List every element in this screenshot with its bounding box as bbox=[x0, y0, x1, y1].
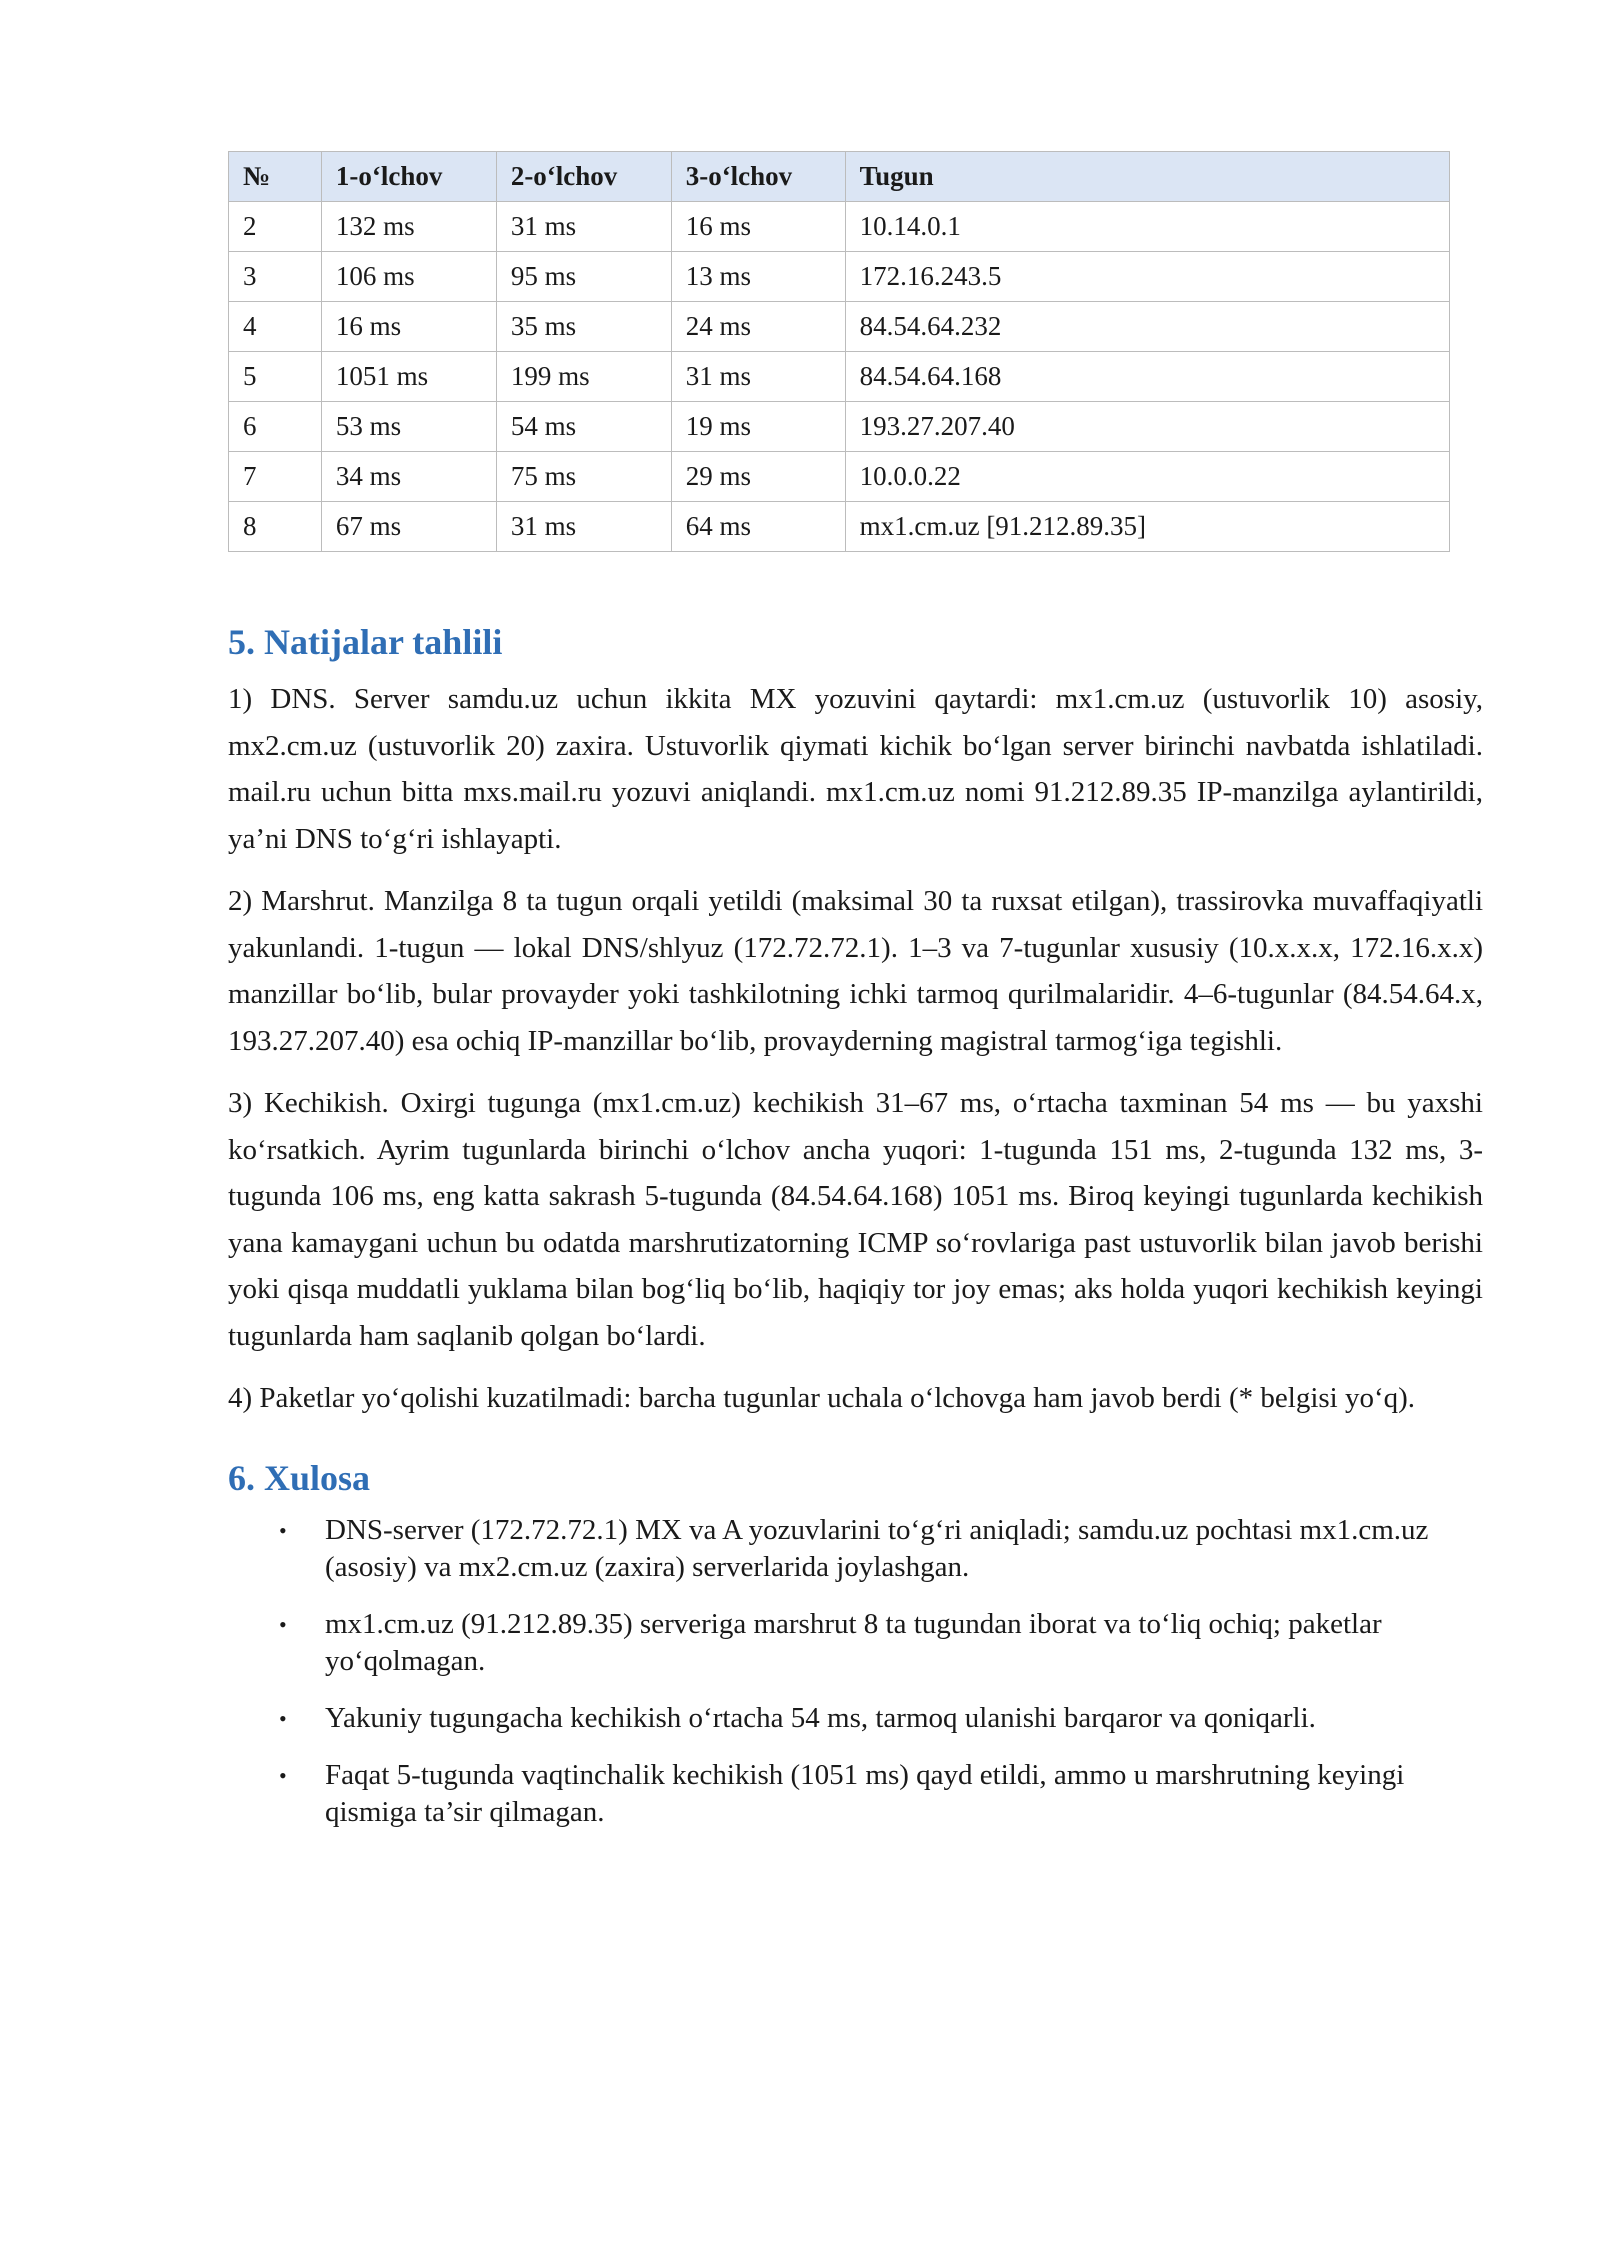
cell-measure-3: 31 ms bbox=[671, 352, 845, 402]
cell-hop-number: 7 bbox=[229, 452, 322, 502]
cell-measure-2: 199 ms bbox=[496, 352, 671, 402]
analysis-paragraph-dns: 1) DNS. Server samdu.uz uchun ikkita MX yozuvini qaytardi: mx1.cm.uz (ustuvorlik 10) asosiy, mx2.cm.uz (ustuvorlik 20) zaxira. Ustuvorlik qiymati kichik bo‘lgan server birinchi navbatda ishlatiladi. mail.ru uchun bitta mxs.mail.ru yozuvi aniqlandi. mx1.cm.uz nomi 91.212.89.35 IP-manzilga aylantirildi, ya’ni DNS to‘g‘ri ishlayapti. bbox=[228, 683, 1483, 855]
table-row bbox=[229, 352, 1450, 402]
cell-measure-1: 132 ms bbox=[321, 202, 496, 252]
list-item bbox=[228, 1606, 1483, 1680]
list-item bbox=[228, 1700, 1483, 1737]
column-header-number: № bbox=[229, 152, 322, 202]
cell-measure-2: 35 ms bbox=[496, 302, 671, 352]
cell-measure-3: 13 ms bbox=[671, 252, 845, 302]
cell-hop-number: 5 bbox=[229, 352, 322, 402]
cell-measure-1: 106 ms bbox=[321, 252, 496, 302]
cell-hop-number: 4 bbox=[229, 302, 322, 352]
list-item-text: Yakuniy tugungacha kechikish o‘rtacha 54 ms, tarmoq ulanishi barqaror va qoniqarli. bbox=[325, 1701, 1316, 1734]
cell-measure-1: 67 ms bbox=[321, 502, 496, 552]
cell-measure-3: 64 ms bbox=[671, 502, 845, 552]
bullet-icon: • bbox=[279, 1611, 287, 1637]
cell-hop-number: 2 bbox=[229, 202, 322, 252]
cell-node: 10.14.0.1 bbox=[845, 202, 1449, 252]
cell-hop-number: 3 bbox=[229, 252, 322, 302]
bullet-icon: • bbox=[279, 1705, 287, 1731]
conclusion-heading: 6. Xulosa bbox=[228, 1457, 371, 1498]
document-page bbox=[228, 151, 1483, 1851]
cell-measure-2: 75 ms bbox=[496, 452, 671, 502]
cell-measure-3: 24 ms bbox=[671, 302, 845, 352]
analysis-paragraph-latency: 3) Kechikish. Oxirgi tugunga (mx1.cm.uz) kechikish 31–67 ms, o‘rtacha taxminan 54 ms — bu yaxshi ko‘rsatkich. Ayrim tugunlarda birinchi o‘lchov ancha yuqori: 1-tugunda 151 ms, 2-tugunda 132 ms, 3-tugunda 106 ms, eng katta sakrash 5-tugunda (84.54.64.168) 1051 ms. Biroq keyingi tugunlarda kechikish yana kamaygani uchun bu odatda marshrutizatorning ICMP so‘rovlariga past ustuvorlik bilan javob berishi yoki qisqa muddatli yuklama bilan bog‘liq bo‘lib, haqiqiy tor joy emas; aks holda yuqori kechikish keyingi tugunlarda ham saqlanib qolgan bo‘lardi. bbox=[228, 1087, 1483, 1352]
cell-node: 10.0.0.22 bbox=[845, 452, 1449, 502]
bullet-icon: • bbox=[279, 1762, 287, 1788]
table-row bbox=[229, 302, 1450, 352]
table-row bbox=[229, 502, 1450, 552]
cell-node: 172.16.243.5 bbox=[845, 252, 1449, 302]
table-row bbox=[229, 202, 1450, 252]
list-item-text: mx1.cm.uz (91.212.89.35) serveriga marshrut 8 ta tugundan iborat va to‘liq ochiq; paketlar yo‘qolmagan. bbox=[325, 1607, 1382, 1677]
column-header-node: Tugun bbox=[845, 152, 1449, 202]
cell-measure-2: 31 ms bbox=[496, 202, 671, 252]
cell-measure-1: 34 ms bbox=[321, 452, 496, 502]
conclusion-list bbox=[228, 1512, 1483, 1831]
column-header-measure-2: 2-o‘lchov bbox=[496, 152, 671, 202]
table-row bbox=[229, 252, 1450, 302]
column-header-measure-3: 3-o‘lchov bbox=[671, 152, 845, 202]
traceroute-table bbox=[228, 151, 1450, 552]
table-header-row bbox=[229, 152, 1450, 202]
list-item bbox=[228, 1512, 1483, 1586]
cell-node: 84.54.64.232 bbox=[845, 302, 1449, 352]
cell-measure-1: 53 ms bbox=[321, 402, 496, 452]
cell-measure-1: 16 ms bbox=[321, 302, 496, 352]
table-row bbox=[229, 452, 1450, 502]
cell-measure-2: 31 ms bbox=[496, 502, 671, 552]
analysis-paragraph-packet-loss: 4) Paketlar yo‘qolishi kuzatilmadi: barcha tugunlar uchala o‘lchovga ham javob berdi (* belgisi yo‘q). bbox=[228, 1382, 1416, 1414]
bullet-icon: • bbox=[279, 1517, 287, 1543]
analysis-paragraph-route: 2) Marshrut. Manzilga 8 ta tugun orqali yetildi (maksimal 30 ta ruxsat etilgan), trassirovka muvaffaqiyatli yakunlandi. 1-tugun — lokal DNS/shlyuz (172.72.72.1). 1–3 va 7-tugunlar xususiy (10.x.x.x, 172.16.x.x) manzillar bo‘lib, bular provayder yoki tashkilotning ichki tarmoq qurilmalaridir. 4–6-tugunlar (84.54.64.x, 193.27.207.40) esa ochiq IP-manzillar bo‘lib, provayderning magistral tarmog‘iga tegishli. bbox=[228, 885, 1483, 1057]
cell-measure-3: 19 ms bbox=[671, 402, 845, 452]
cell-hop-number: 6 bbox=[229, 402, 322, 452]
cell-measure-2: 95 ms bbox=[496, 252, 671, 302]
list-item-text: Faqat 5-tugunda vaqtinchalik kechikish (1051 ms) qayd etildi, ammo u marshrutning keyingi qismiga ta’sir qilmagan. bbox=[325, 1758, 1405, 1828]
cell-node: mx1.cm.uz [91.212.89.35] bbox=[845, 502, 1449, 552]
list-item-text: DNS-server (172.72.72.1) MX va A yozuvlarini to‘g‘ri aniqladi; samdu.uz pochtasi mx1.cm.uz (asosiy) va mx2.cm.uz (zaxira) serverlarida joylashgan. bbox=[325, 1513, 1429, 1583]
cell-node: 193.27.207.40 bbox=[845, 402, 1449, 452]
list-item bbox=[228, 1757, 1483, 1831]
cell-measure-2: 54 ms bbox=[496, 402, 671, 452]
cell-measure-3: 29 ms bbox=[671, 452, 845, 502]
analysis-section bbox=[228, 676, 1483, 1422]
analysis-heading: 5. Natijalar tahlili bbox=[228, 622, 503, 662]
cell-measure-1: 1051 ms bbox=[321, 352, 496, 402]
cell-hop-number: 8 bbox=[229, 502, 322, 552]
cell-node: 84.54.64.168 bbox=[845, 352, 1449, 402]
cell-measure-3: 16 ms bbox=[671, 202, 845, 252]
table-row bbox=[229, 402, 1450, 452]
column-header-measure-1: 1-o‘lchov bbox=[321, 152, 496, 202]
